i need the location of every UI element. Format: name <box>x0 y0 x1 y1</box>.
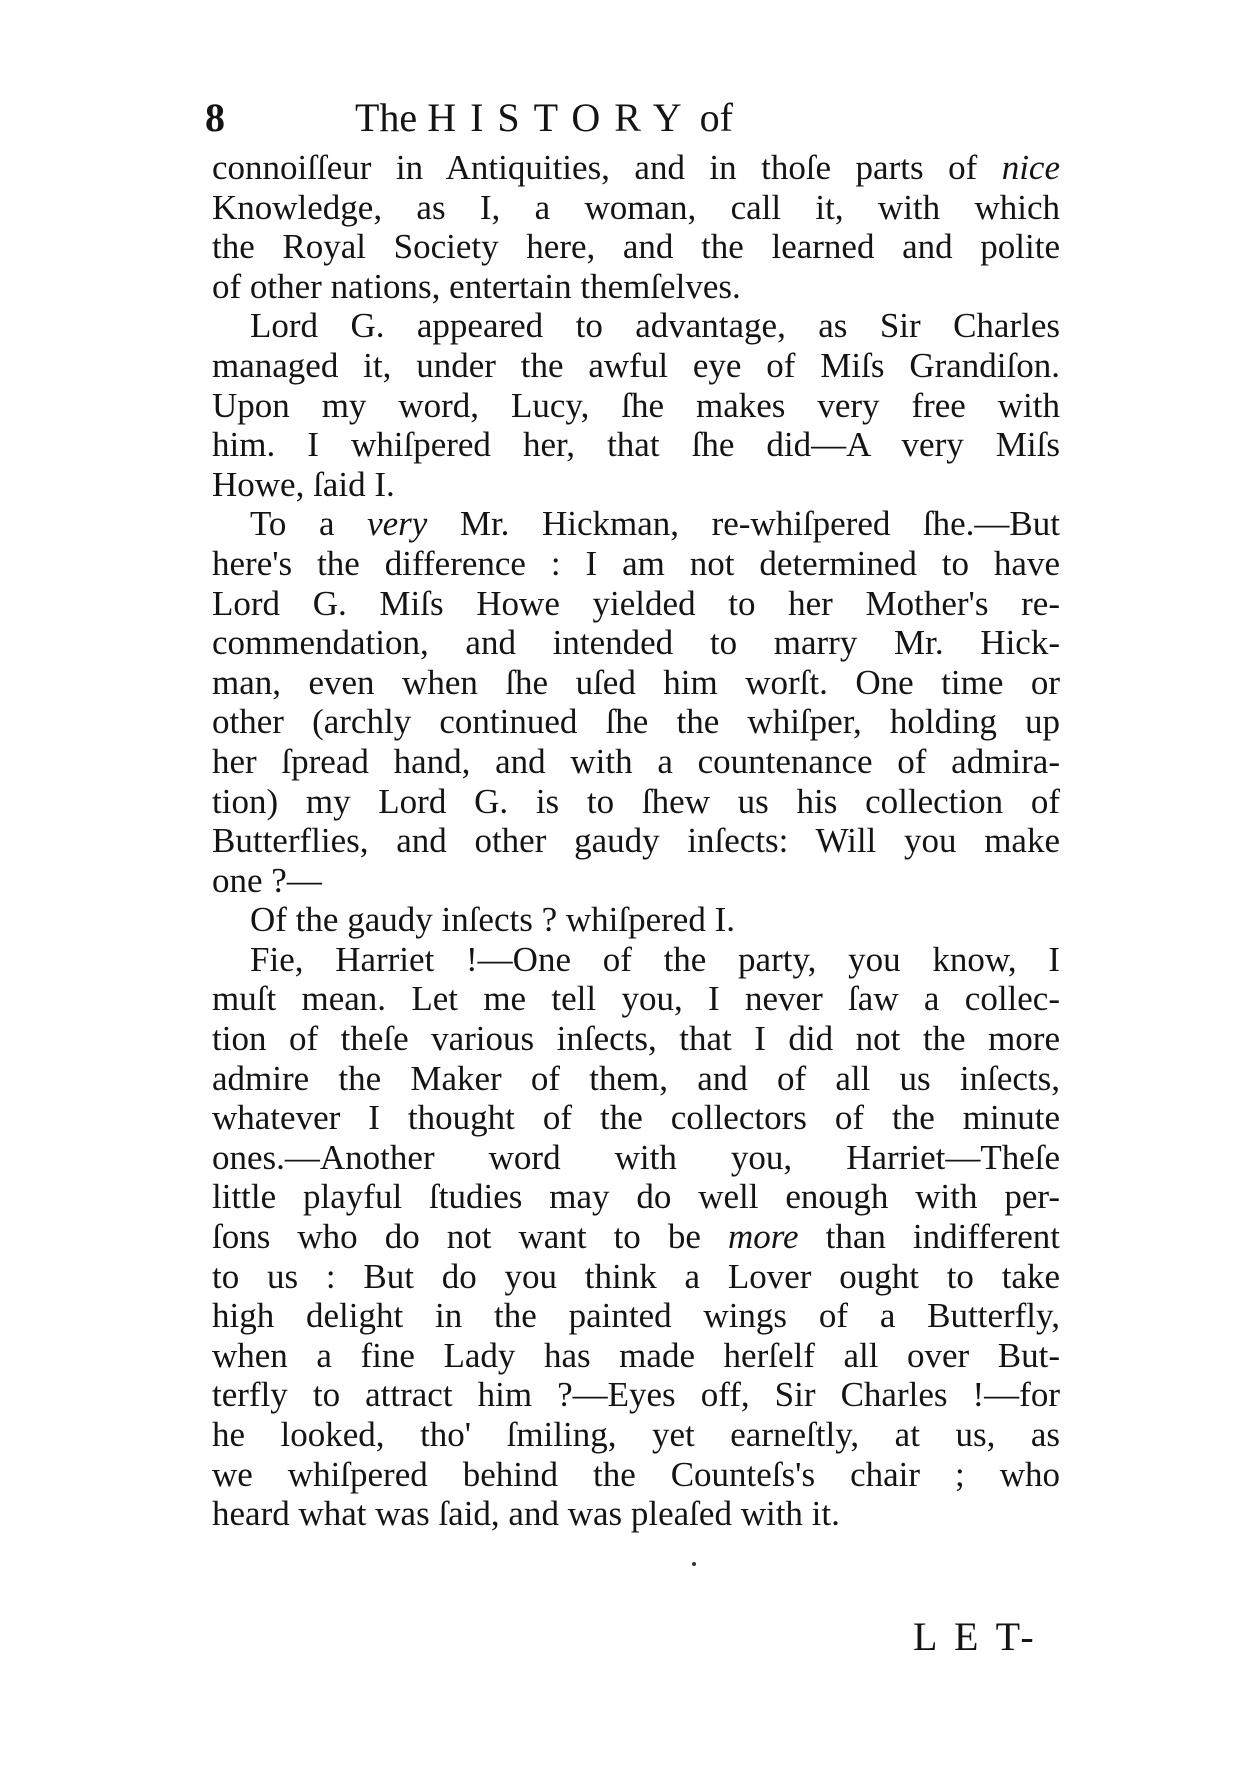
text-run: Lord G. Miſs Howe yielded to her Mother's re- <box>212 583 1060 623</box>
italic-word: very <box>367 504 428 544</box>
running-header <box>205 92 1065 144</box>
text-line <box>212 346 1060 386</box>
text-run: tion) my Lord G. is to ſhew us his collection of <box>212 781 1060 821</box>
text-run: we whiſpered behind the Counteſs's chair ; who <box>212 1454 1060 1494</box>
text-line <box>212 148 1060 188</box>
text-run: than indifferent <box>798 1217 1060 1257</box>
text-line <box>212 504 1060 544</box>
text-run: one ?— <box>212 860 322 900</box>
italic-word: more <box>727 1217 799 1257</box>
text-run: whatever I thought of the collectors of the minute <box>212 1098 1060 1138</box>
text-line <box>212 900 1060 940</box>
text-line <box>212 584 1060 624</box>
text-line <box>212 1415 1060 1455</box>
text-run: ones.—Another word with you, Harriet—Theſe <box>212 1137 1060 1177</box>
text-run: commendation, and intended to marry Mr. Hick- <box>212 623 1060 663</box>
text-run: heard what was ſaid, and was pleaſed with it. <box>212 1494 840 1534</box>
text-line <box>212 227 1060 267</box>
text-run: of other nations, entertain themſelves. <box>212 266 741 306</box>
running-title <box>355 92 733 144</box>
text-run: To a <box>250 504 368 544</box>
text-run: Upon my word, Lucy, ſhe makes very free with <box>212 385 1060 425</box>
text-run: little playful ſtudies may do well enough with per- <box>212 1177 1060 1217</box>
text-line <box>212 1177 1060 1217</box>
title-prefix: The <box>355 95 418 140</box>
text-run: high delight in the painted wings of a Butterfly, <box>212 1296 1060 1336</box>
text-run: her ſpread hand, and with a countenance of admira- <box>212 741 1060 781</box>
text-run: Of the gaudy inſects ? whiſpered I. <box>250 900 735 940</box>
text-run: Mr. Hickman, re-whiſpered ſhe.—But <box>427 504 1060 544</box>
text-line <box>212 1138 1060 1178</box>
text-line <box>212 979 1060 1019</box>
text-line <box>212 1296 1060 1336</box>
text-line <box>212 782 1060 822</box>
text-run: Lord G. appeared to advantage, as Sir Charles <box>250 306 1060 346</box>
text-line <box>212 1019 1060 1059</box>
text-line <box>212 465 1060 505</box>
text-line <box>212 544 1060 584</box>
text-line <box>212 663 1060 703</box>
text-run: admire the Maker of them, and of all us inſects, <box>212 1058 1060 1098</box>
text-line <box>212 742 1060 782</box>
ink-speck <box>692 1562 696 1566</box>
text-run: Knowledge, as I, a woman, call it, with which <box>212 187 1060 227</box>
text-run: ſons who do not want to be <box>212 1217 728 1257</box>
page-number: 8 <box>205 95 225 140</box>
text-run: muſt mean. Let me tell you, I never ſaw a collec- <box>212 979 1060 1019</box>
text-line <box>212 386 1060 426</box>
text-line <box>212 821 1060 861</box>
text-run: managed it, under the awful eye of Miſs Grandiſon. <box>212 345 1060 385</box>
text-run: him. I whiſpered her, that ſhe did—A very Miſs <box>212 425 1060 465</box>
text-line <box>212 1455 1060 1495</box>
text-line <box>212 861 1060 901</box>
text-line <box>212 1217 1060 1257</box>
text-run: here's the difference : I am not determined to have <box>212 543 1060 583</box>
text-line <box>212 1494 1060 1534</box>
text-line <box>212 1336 1060 1376</box>
text-run: Fie, Harriet !—One of the party, you know, I <box>250 939 1060 979</box>
text-line <box>212 702 1060 742</box>
text-line <box>212 1059 1060 1099</box>
text-run: to us : But do you think a Lover ought to take <box>212 1256 1060 1296</box>
text-line <box>212 940 1060 980</box>
text-line <box>212 188 1060 228</box>
text-run: terfly to attract him ?—Eyes off, Sir Charles !—for <box>212 1375 1060 1415</box>
title-suffix: of <box>699 95 733 140</box>
text-run: man, even when ſhe uſed him worſt. One time or <box>212 662 1060 702</box>
text-line <box>212 306 1060 346</box>
text-run: Butterflies, and other gaudy inſects: Will you make <box>212 821 1060 861</box>
text-line <box>212 1098 1060 1138</box>
body-text <box>212 148 1060 1534</box>
text-line <box>212 267 1060 307</box>
text-line <box>212 1257 1060 1297</box>
text-line <box>212 1375 1060 1415</box>
text-run: tion of theſe various inſects, that I did not the more <box>212 1019 1060 1059</box>
text-run: other (archly continued ſhe the whiſper, holding up <box>212 702 1060 742</box>
title-main: HISTORY <box>427 95 696 140</box>
text-run: he looked, tho' ſmiling, yet earneſtly, at us, as <box>212 1415 1060 1454</box>
text-line <box>212 425 1060 465</box>
text-run: the Royal Society here, and the learned and polite <box>212 227 1060 267</box>
italic-word: nice <box>1001 148 1060 187</box>
text-run: Howe, ſaid I. <box>212 464 395 504</box>
text-run: connoiſſeur in Antiquities, and in thoſe parts of <box>212 148 1002 187</box>
text-run: when a fine Lady has made herſelf all over But- <box>212 1335 1060 1375</box>
text-line <box>212 623 1060 663</box>
catchword: L E T- <box>913 1614 1038 1659</box>
